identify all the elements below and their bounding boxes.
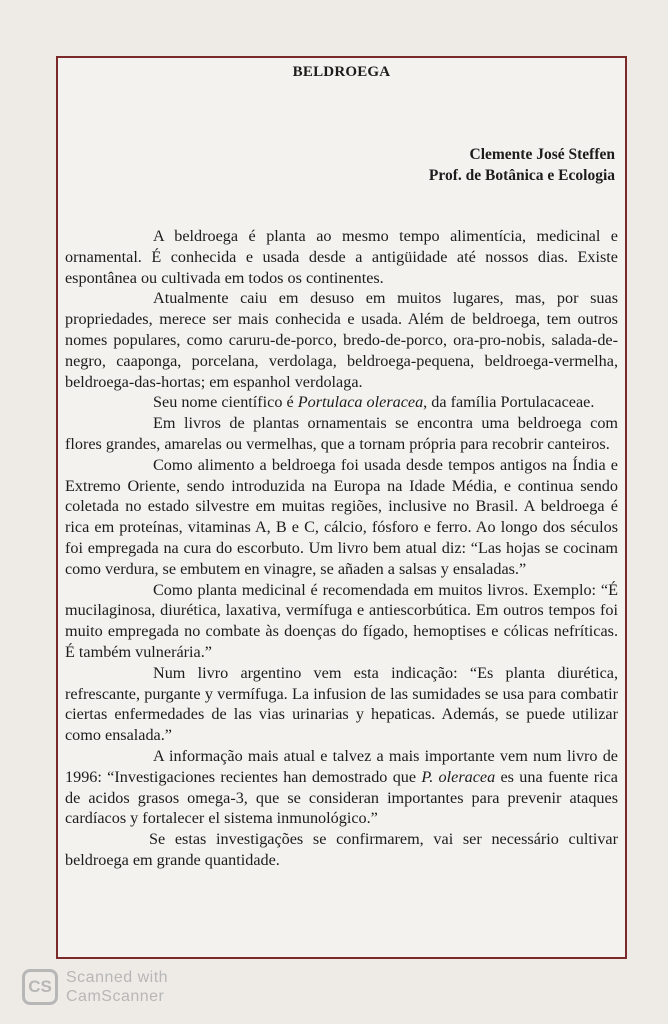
study-species: P. oleracea (421, 767, 496, 786)
paragraph-medicinal: Como planta medicinal é recomendada em muitos livros. Exemplo: “É mucilaginosa, diurética, laxativa, vermífuga e antiescorbútica. Em outros tempos foi muito empregada no combate às doenças do fígado, hemoptises e cólicas nefríticas. É também vulnerária.” (65, 580, 618, 661)
paragraph-popular-names: Atualmente caiu em desuso em muitos lugares, mas, por suas propriedades, merece ser mais conhecida e usada. Além de beldroega, tem outros nomes populares, como caruru-de-porco, bredo-de-porco, ora-pro-nobis, salada-de-negro, caaponga, porcelana, verdolaga, beldroega-pequena, beldroega-vermelha, beldroega-das-hortas; em espanhol verdolaga. (65, 289, 618, 391)
paragraph-ornamental: Em livros de plantas ornamentais se encontra uma beldroega com flores grandes, amarelas ou vermelhas, que a tornam própria para recobrir canteiros. (65, 414, 618, 453)
watermark-line-1: Scanned with (66, 969, 169, 986)
study-text-before: A informação mais atual e talvez a mais importante vem num livro de 1996: “Investigaciones recientes han demostrado que (65, 746, 618, 786)
scientific-name: Portulaca oleracea (297, 393, 424, 412)
watermark-text (66, 968, 168, 1006)
paragraph-recent-study (65, 746, 618, 829)
document-frame (56, 56, 627, 959)
paragraph-argentine-book: Num livro argentino vem esta indicação: “Es planta diurética, refrescante, purgante y vermífuga. La infusion de las sumidades se usa para combatir ciertas enfermedades de las vias urinarias y hepaticas. Además, se puede utilizar como ensalada.” (65, 663, 618, 745)
paragraph-food: Como alimento a beldroega foi usada desde tempos antigos na Índia e Extremo Oriente, sendo introduzida na Europa na Idade Média, e continua sendo coletada no estado silvestre em muitas regiões, inclusive no Brasil. A beldroega é rica em proteínas, vitaminas A, B e C, cálcio, fósforo e ferro. Ao longo dos séculos foi empregada na cura do escorbuto. Um livro bem atual diz: “Las hojas se cocinam como verdura, se embutem en vinagre, se añaden a salsas y ensaladas.” (65, 455, 618, 578)
author-role: Prof. de Botânica e Ecologia (428, 167, 615, 184)
document-title: BELDROEGA (292, 64, 391, 80)
watermark-line-2: CamScanner (66, 988, 165, 1005)
camscanner-logo-icon: CS (22, 969, 58, 1005)
document-body (65, 226, 618, 871)
camscanner-watermark (22, 968, 168, 1006)
paragraph-conclusion: Se estas investigações se confirmarem, vai ser necessário cultivar beldroega em grande quantidade. (65, 830, 618, 869)
author-name: Clemente José Steffen (469, 146, 615, 163)
scientific-text-after: , da família Portulacaceae. (423, 393, 595, 412)
author-block (429, 144, 615, 186)
scientific-text-before: Seu nome científico é (153, 393, 298, 412)
paragraph-intro: A beldroega é planta ao mesmo tempo alimentícia, medicinal e ornamental. É conhecida e usada desde a antigüidade até nossos dias. Existe espontânea ou cultivada em todos os continentes. (65, 227, 618, 287)
study-text-after: es una fuente rica de acidos grasos omega-3, que se consideran importantes para prevenir ataques cardíacos y fortalecer el sistema inmunológico.” (65, 767, 618, 828)
paragraph-scientific-name (65, 392, 618, 413)
